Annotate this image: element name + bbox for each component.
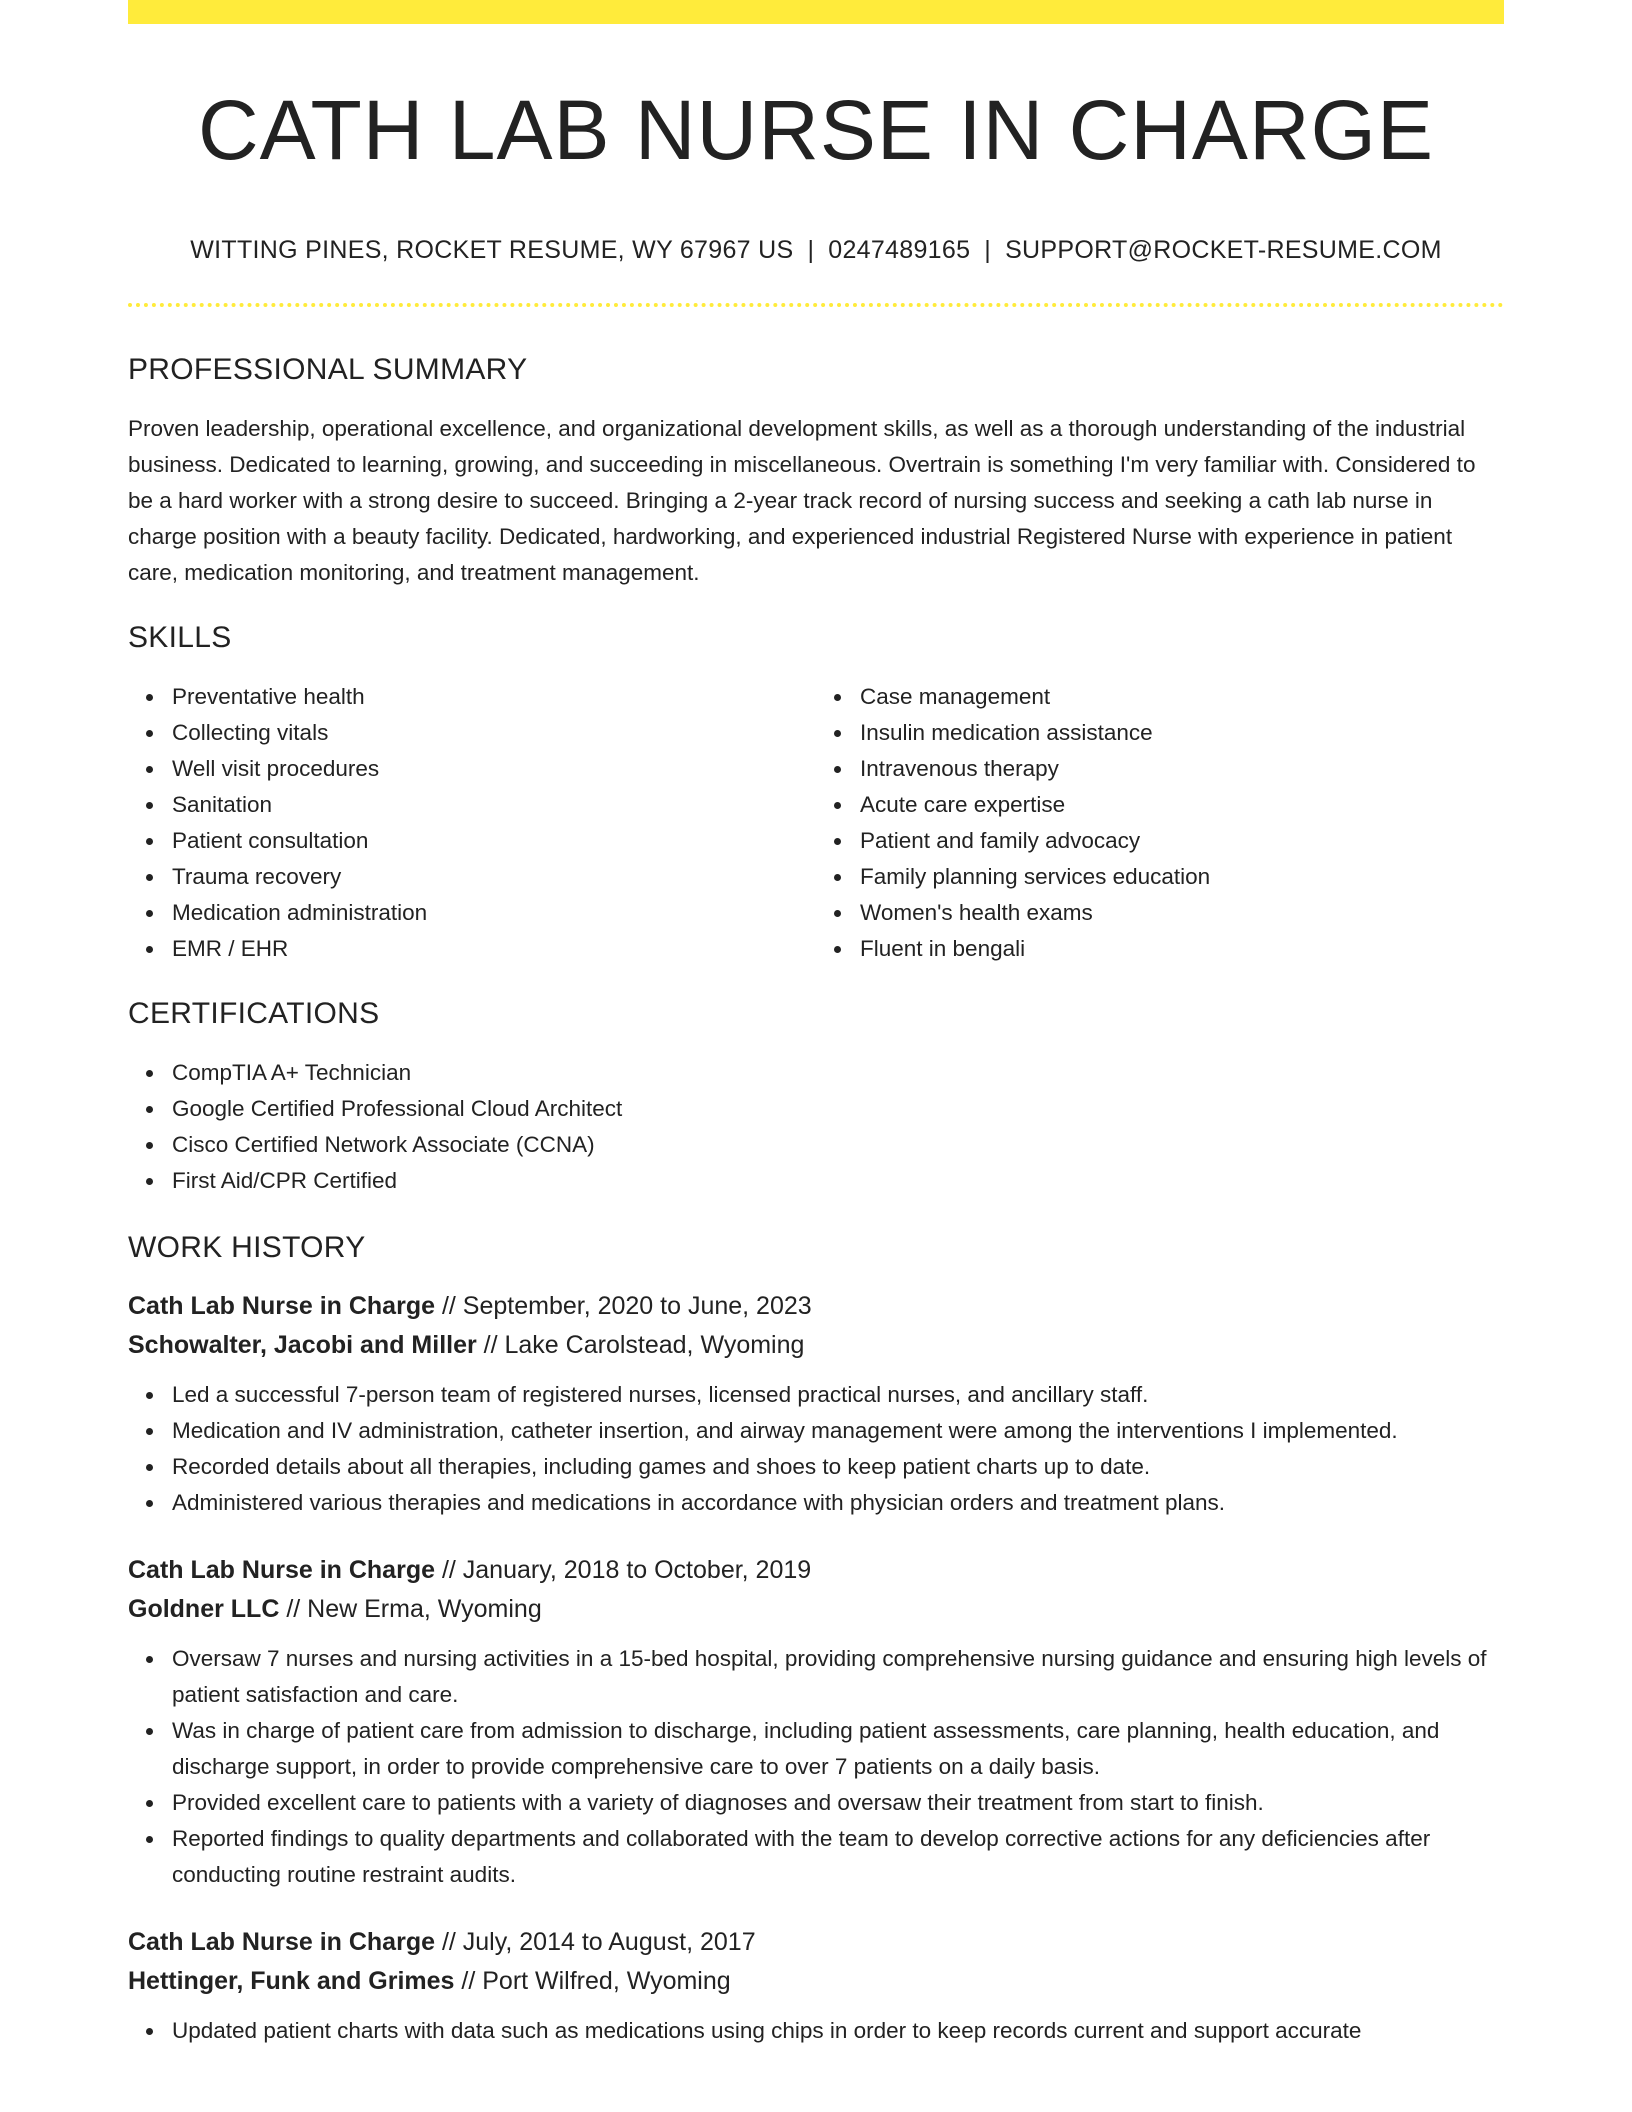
certifications-list — [128, 1055, 1504, 1199]
job-role: Cath Lab Nurse in Charge — [128, 1928, 435, 1957]
resume-page — [128, 0, 1504, 2049]
contact-phone: 0247489165 — [828, 236, 971, 265]
job-bullet: Recorded details about all therapies, including games and shoes to keep patient charts up to date. — [172, 1449, 1504, 1485]
skill-item: Fluent in bengali — [860, 931, 1504, 967]
skill-item: Trauma recovery — [172, 859, 816, 895]
job-role-line — [128, 1287, 1504, 1326]
job-company: Schowalter, Jacobi and Miller — [128, 1331, 477, 1360]
work-history-heading: WORK HISTORY — [128, 1231, 366, 1265]
job-dates: // September, 2020 to June, 2023 — [435, 1292, 812, 1321]
summary-heading: PROFESSIONAL SUMMARY — [128, 353, 528, 387]
skills-list-left — [128, 679, 816, 967]
skill-item: Women's health exams — [860, 895, 1504, 931]
header-divider — [128, 303, 1504, 307]
job-dates: // January, 2018 to October, 2019 — [435, 1556, 812, 1585]
job-role-line — [128, 1551, 1504, 1590]
certification-item: Google Certified Professional Cloud Architect — [172, 1091, 1504, 1127]
skill-item: Well visit procedures — [172, 751, 816, 787]
contact-separator: | — [807, 236, 815, 265]
certification-item: First Aid/CPR Certified — [172, 1163, 1504, 1199]
job-entry — [128, 1923, 1504, 2049]
skill-item: Acute care expertise — [860, 787, 1504, 823]
skill-item: Medication administration — [172, 895, 816, 931]
contact-line — [128, 236, 1504, 265]
skills-list-right — [816, 679, 1504, 967]
job-bullet: Provided excellent care to patients with a variety of diagnoses and oversaw their treatment from start to finish. — [172, 1785, 1504, 1821]
skill-item: Patient consultation — [172, 823, 816, 859]
certification-item: Cisco Certified Network Associate (CCNA) — [172, 1127, 1504, 1163]
skill-item: EMR / EHR — [172, 931, 816, 967]
job-bullet: Oversaw 7 nurses and nursing activities in a 15-bed hospital, providing comprehensive nursing guidance and ensuring high levels of patient satisfaction and care. — [172, 1641, 1504, 1713]
skills-columns — [128, 679, 1504, 967]
skill-item: Patient and family advocacy — [860, 823, 1504, 859]
contact-separator: | — [984, 236, 992, 265]
skills-heading: SKILLS — [128, 621, 232, 655]
job-company-line — [128, 1962, 1504, 2001]
resume-title: CATH LAB NURSE IN CHARGE — [198, 83, 1434, 177]
job-bullet: Led a successful 7-person team of registered nurses, licensed practical nurses, and ancillary staff. — [172, 1377, 1504, 1413]
skill-item: Family planning services education — [860, 859, 1504, 895]
certifications-heading: CERTIFICATIONS — [128, 997, 380, 1031]
job-location: // New Erma, Wyoming — [279, 1595, 542, 1624]
contact-email: SUPPORT@ROCKET-RESUME.COM — [1005, 236, 1442, 265]
skill-item: Insulin medication assistance — [860, 715, 1504, 751]
job-company-line — [128, 1326, 1504, 1365]
job-bullet: Was in charge of patient care from admission to discharge, including patient assessments, care planning, health education, and discharge support, in order to provide comprehensive care to over 7 patients on a daily basis. — [172, 1713, 1504, 1785]
skill-item: Sanitation — [172, 787, 816, 823]
job-bullets — [128, 2013, 1504, 2049]
job-role: Cath Lab Nurse in Charge — [128, 1556, 435, 1585]
job-entry — [128, 1287, 1504, 1521]
job-location: // Lake Carolstead, Wyoming — [476, 1331, 805, 1360]
job-entry — [128, 1551, 1504, 1893]
certification-item: CompTIA A+ Technician — [172, 1055, 1504, 1091]
job-location: // Port Wilfred, Wyoming — [454, 1967, 731, 1996]
skill-item: Case management — [860, 679, 1504, 715]
contact-address: WITTING PINES, ROCKET RESUME, WY 67967 US — [190, 236, 794, 265]
skill-item: Preventative health — [172, 679, 816, 715]
job-bullets — [128, 1377, 1504, 1521]
job-dates: // July, 2014 to August, 2017 — [435, 1928, 756, 1957]
job-bullet: Medication and IV administration, catheter insertion, and airway management were among the interventions I implemented. — [172, 1413, 1504, 1449]
skill-item: Collecting vitals — [172, 715, 816, 751]
job-role: Cath Lab Nurse in Charge — [128, 1292, 435, 1321]
skill-item: Intravenous therapy — [860, 751, 1504, 787]
job-company: Hettinger, Funk and Grimes — [128, 1967, 455, 1996]
job-bullet: Reported findings to quality departments and collaborated with the team to develop corrective actions for any deficiencies after conducting routine restraint audits. — [172, 1821, 1504, 1893]
job-company-line — [128, 1590, 1504, 1629]
job-bullet: Updated patient charts with data such as medications using chips in order to keep records current and support accurate — [172, 2013, 1504, 2049]
job-bullet: Administered various therapies and medications in accordance with physician orders and treatment plans. — [172, 1485, 1504, 1521]
accent-bar — [128, 0, 1504, 24]
job-role-line — [128, 1923, 1504, 1962]
job-bullets — [128, 1641, 1504, 1893]
summary-text: Proven leadership, operational excellence, and organizational development skills, as well as a thorough understanding of the industrial business. Dedicated to learning, growing, and succeeding in miscellaneous. Overtrain is something I'm very familiar with. Considered to be a hard worker with a strong desire to succeed. Bringing a 2-year track record of nursing success and seeking a cath lab nurse in charge position with a beauty facility. Dedicated, hardworking, and experienced industrial Registered Nurse with experience in patient care, medication monitoring, and treatment management. — [128, 416, 1476, 586]
job-company: Goldner LLC — [128, 1595, 280, 1624]
